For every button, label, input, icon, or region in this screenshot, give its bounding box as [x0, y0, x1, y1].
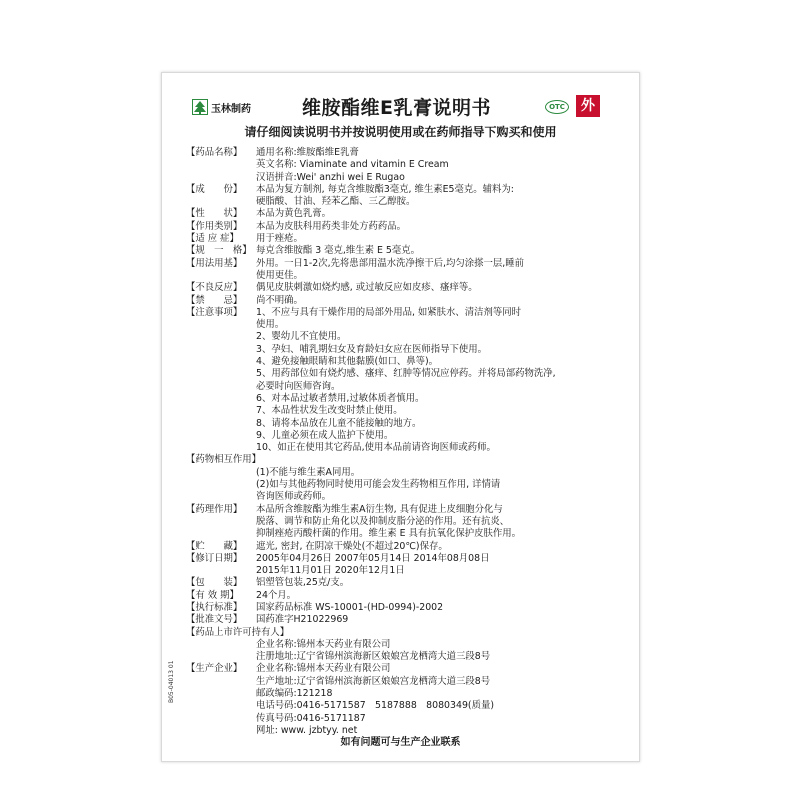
section-line: 注册地址:辽宁省锦州滨海新区娘娘宫龙栖湾大道三段8号	[256, 651, 491, 663]
section-line: 7、本品性状发生改变时禁止使用。	[256, 405, 403, 417]
section-label: 【性 状】	[186, 208, 243, 220]
section-manufacturer	[186, 663, 626, 737]
section-cautions	[186, 307, 626, 455]
section-usage	[186, 258, 626, 283]
section-line: 网址: www. jzbtyy. net	[256, 724, 358, 736]
section-line: 通用名称:维胺酯维E乳膏	[256, 147, 359, 158]
section-line: 电话号码:0416-5171587 5187888 8080349(质量)	[256, 700, 494, 712]
section-line: 4、避免接触眼睛和其他黏膜(如口、鼻等)。	[256, 356, 439, 368]
section-category	[186, 221, 626, 233]
section-line: 尚不明确。	[256, 294, 303, 306]
subtitle: 请仔细阅读说明书并按说明使用或在药师指导下购买和使用	[244, 125, 557, 139]
logo-text: 玉林制药	[211, 103, 251, 115]
section-line: 硬脂酸、甘油、羟苯乙酯、三乙醇胺。	[256, 196, 416, 208]
section-line: 使用更佳。	[256, 269, 303, 281]
section-line: 本品为皮肤科用药类非处方药药品。	[256, 220, 407, 232]
section-label: 【不良反应】	[186, 282, 243, 294]
section-label: 【药品名称】	[186, 147, 243, 158]
section-line: 本品为黄色乳膏。	[256, 208, 332, 220]
section-line: 铝塑管包装,25克/支。	[256, 577, 350, 589]
section-line: 10、如正在使用其它药品,使用本品前请咨询医师或药师。	[256, 442, 496, 454]
section-line: 1、不应与具有干燥作用的局部外用品, 如紧肤水、清洁剂等同时	[256, 306, 522, 318]
section-label: 【作用类别】	[186, 220, 243, 232]
instruction-sheet	[161, 72, 640, 762]
section-line: 9、儿童必须在成人监护下使用。	[256, 429, 394, 441]
section-label: 【有 效 期】	[186, 589, 239, 601]
section-storage	[186, 541, 626, 553]
section-label: 【用法用基】	[186, 257, 243, 269]
section-contra	[186, 295, 626, 307]
side-code: B05-04013 01	[168, 660, 175, 703]
section-line: 企业名称:锦州本天药业有限公司	[256, 638, 391, 650]
section-line: 24个月。	[256, 589, 297, 601]
section-line: 用于痤疮。	[256, 233, 303, 245]
section-line: 每克含维胺酯 3 毫克,维生素 E 5毫克。	[256, 245, 421, 257]
section-line: 英文名称: Viaminate and vitamin E Cream	[256, 159, 449, 171]
section-pharmacology	[186, 504, 626, 541]
section-line: 企业名称:锦州本天药业有限公司	[256, 663, 391, 675]
section-name	[186, 147, 626, 184]
section-line: 国药准字H21022969	[256, 614, 349, 626]
section-line: 使用。	[256, 319, 285, 331]
section-line: 外用。一日1-2次,先将患部用温水洗净擦干后,均匀涂搽一层,睡前	[256, 257, 525, 269]
section-line: 脱落、调节和防止角化以及抑制皮脂分泌的作用。还有抗炎、	[256, 515, 510, 527]
footer-note: 如有问题可与生产企业联系	[340, 737, 461, 748]
section-label: 【贮 藏】	[186, 540, 243, 552]
company-logo	[192, 97, 251, 117]
page-title: 维胺酯维E乳膏说明书	[302, 97, 491, 119]
section-line: (2)如与其他药物同时使用可能会发生药物相互作用, 详情请	[256, 479, 501, 491]
section-label: 【药品上市许可持有人】	[186, 626, 290, 638]
section-line: 生产地址:辽宁省锦州滨海新区娘娘宫龙栖湾大道三段8号	[256, 675, 491, 687]
section-label: 【适 应 症】	[186, 233, 239, 245]
section-line: 2005年04月26日 2007年05月14日 2014年08月08日	[256, 552, 490, 564]
section-line: 咨询医师或药师。	[256, 491, 332, 503]
section-validity	[186, 590, 626, 602]
section-line: 本品为复方制剂, 每克含维胺酯3毫克, 维生素E5毫克。辅料为:	[256, 183, 514, 195]
section-label: 【生产企业】	[186, 663, 243, 675]
section-indication	[186, 233, 626, 245]
section-line: 2、婴幼儿不宜使用。	[256, 331, 347, 343]
document-body	[186, 147, 626, 737]
section-spec	[186, 245, 626, 257]
external-use-badge: 外	[576, 95, 600, 117]
section-label: 【药理作用】	[186, 503, 243, 515]
section-label: 【执行标准】	[186, 601, 243, 613]
section-line: 必要时向医师咨询。	[256, 380, 341, 392]
section-composition	[186, 184, 626, 209]
section-approval	[186, 614, 626, 626]
otc-badge: OTC	[545, 100, 569, 114]
section-interaction	[186, 467, 626, 504]
section-line: 汉语拼音:Wei' anzhi wei E Rugao	[256, 171, 405, 183]
section-line: 偶见皮肤刺激如烧灼感, 或过敏反应如皮疹、瘙痒等。	[256, 282, 478, 294]
section-label: 【规 一 格】	[186, 245, 252, 257]
section-adverse	[186, 282, 626, 294]
section-line: 遮光, 密封, 在阴凉干燥处(不超过20℃)保存。	[256, 540, 448, 552]
section-line: 8、请将本品放在儿童不能接触的地方。	[256, 417, 422, 429]
section-label: 【包 装】	[186, 577, 243, 589]
section-standard	[186, 602, 626, 614]
section-line: 国家药品标准 WS-10001-(HD-0994)-2002	[256, 601, 444, 613]
section-line: 邮政编码:121218	[256, 688, 333, 700]
section-label: 【药物相互作用】	[186, 454, 262, 466]
section-line: 3、孕妇、哺乳期妇女及育龄妇女应在医师指导下使用。	[256, 343, 487, 355]
section-label: 【修订日期】	[186, 552, 243, 564]
section-line: 抑制痤疮丙酸杆菌的作用。维生素 E 具有抗氧化保护皮肤作用。	[256, 528, 522, 540]
section-package	[186, 577, 626, 589]
pine-tree-logo-icon	[192, 99, 208, 115]
section-label: 【成 份】	[186, 183, 243, 195]
section-label: 【注意事项】	[186, 306, 243, 318]
section-label: 【批准文号】	[186, 614, 243, 626]
section-line: 6、对本品过敏者禁用,过敏体质者慎用。	[256, 392, 425, 404]
section-label: 【禁 忌】	[186, 294, 243, 306]
section-line: 2015年11月01日 2020年12月1日	[256, 565, 405, 577]
section-properties	[186, 208, 626, 220]
section-line: 本品所含维胺酯为维生素A衍生物, 具有促进上皮细胞分化与	[256, 503, 503, 515]
section-line: (1)不能与维生素A同用。	[256, 466, 361, 478]
section-revision	[186, 553, 626, 578]
section-line: 5、用药部位如有烧灼感、瘙痒、红肿等情况应停药。并将局部药物洗净,	[256, 368, 556, 380]
section-line: 传真号码:0416-5171187	[256, 712, 366, 724]
section-holder	[186, 639, 626, 664]
